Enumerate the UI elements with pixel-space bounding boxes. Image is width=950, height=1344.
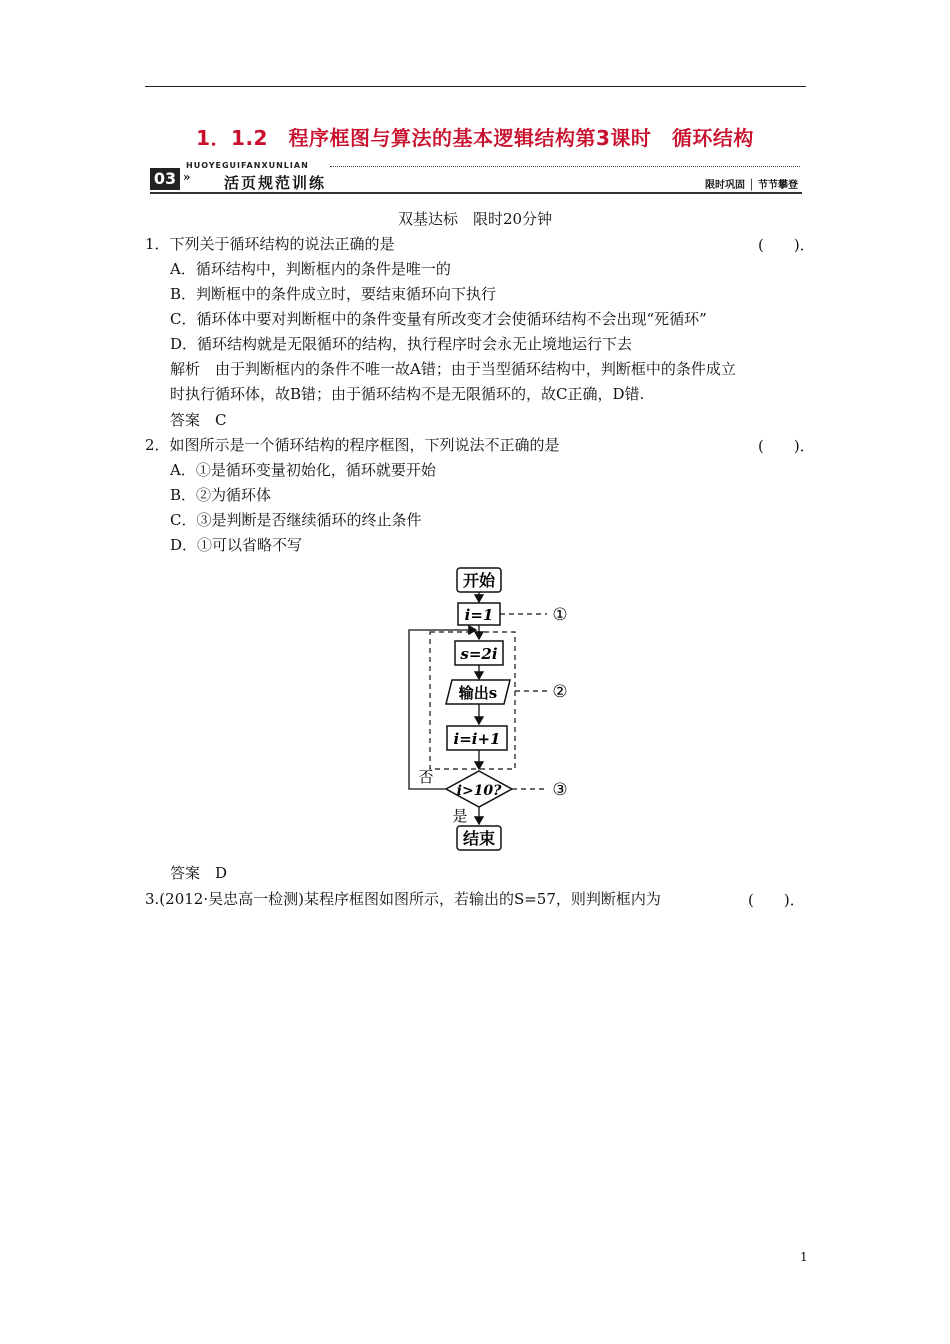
q2-option-a: A．①是循环变量初始化，循环就要开始 (170, 461, 436, 479)
chevron-icon: » (183, 170, 191, 184)
banner-underline (150, 192, 802, 194)
q1-analysis-line1: 解析 由于判断框内的条件不唯一故A错；由于当型循环结构中，判断框中的条件成立 (170, 360, 736, 378)
section-banner (150, 160, 802, 196)
flow-decision-label: i>10? (456, 783, 502, 799)
q2-option-d: D．①可以省略不写 (170, 536, 303, 554)
q1-option-b: B．判断框中的条件成立时，要结束循环向下执行 (170, 285, 497, 303)
loop-flowchart (400, 563, 590, 858)
q2-paren: ( )． (758, 437, 815, 455)
banner-number: 03 (150, 168, 180, 190)
flow-increment-label: i=i+1 (453, 730, 501, 748)
q2-answer: 答案 D (170, 864, 228, 882)
q3-stem: 3.(2012·吴忠高一检测)某程序框图如图所示，若输出的S=57，则判断框内为 (145, 890, 661, 908)
header-rule (145, 86, 806, 87)
page-number: 1 (800, 1250, 808, 1264)
flow-start-label: 开始 (462, 571, 496, 590)
q1-option-a: A．循环结构中，判断框内的条件是唯一的 (170, 260, 451, 278)
flow-init-label: i=1 (464, 606, 494, 624)
q2-option-c: C．③是判断是否继续循环的终止条件 (170, 511, 422, 529)
flow-assign-label: s=2i (460, 645, 498, 663)
q1-paren: ( )． (758, 236, 815, 254)
flow-yes-label: 是 (452, 807, 468, 825)
flow-mark-2: ② (552, 682, 568, 702)
subtitle: 双基达标 限时20分钟 (397, 210, 553, 228)
q1-option-c: C．循环体中要对判断框中的条件变量有所改变才会使循环结构不会出现“死循环” (170, 310, 707, 328)
q1-option-d: D．循环结构就是无限循环的结构，执行程序时会永无止境地运行下去 (170, 335, 633, 353)
banner-pinyin: HUOYEGUIFANXUNLIAN (186, 161, 309, 170)
banner-section-title: 活页规范训练 (224, 174, 327, 192)
banner-dotted-line (330, 166, 800, 167)
flow-mark-1: ① (552, 605, 568, 625)
q2-stem: 2．如图所示是一个循环结构的程序框图，下列说法不正确的是 (145, 436, 560, 454)
page-title: 1．1.2 程序框图与算法的基本逻辑结构第3课时 循环结构 (196, 126, 754, 150)
banner-right-label: 限时巩固 │ 节节攀登 (705, 180, 798, 191)
flow-end-label: 结束 (462, 829, 496, 848)
flow-output-label: 输出s (458, 684, 498, 702)
q3-paren: ( )． (748, 891, 805, 909)
flow-no-label: 否 (418, 768, 434, 786)
q1-analysis-line2: 时执行循环体，故B错；由于循环结构不是无限循环的，故C正确，D错. (170, 385, 645, 403)
q1-answer: 答案 C (170, 411, 227, 429)
q2-option-b: B．②为循环体 (170, 486, 272, 504)
flow-mark-3: ③ (552, 780, 568, 800)
q1-stem: 1．下列关于循环结构的说法正确的是 (145, 235, 395, 253)
